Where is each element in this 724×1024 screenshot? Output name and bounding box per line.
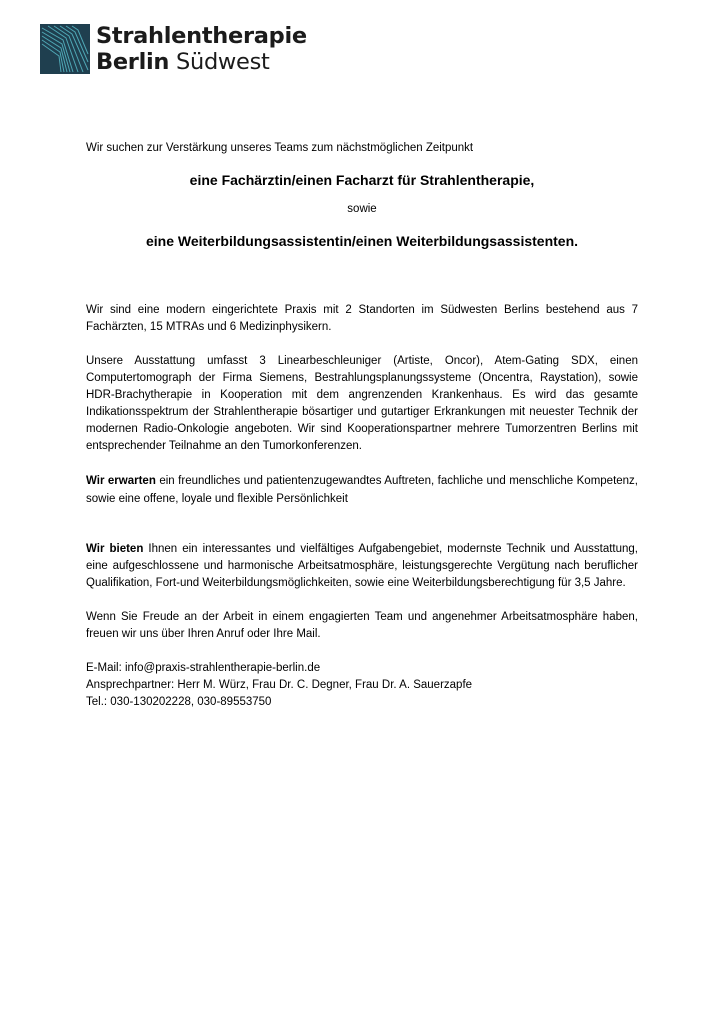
intro-text: Wir suchen zur Verstärkung unseres Teams zum nächstmöglichen Zeitpunkt <box>86 142 474 154</box>
expectations-paragraph <box>86 472 638 508</box>
offer-paragraph <box>86 541 638 592</box>
practice-description: Wir sind eine modern eingerichtete Praxis mit 2 Standorten im Südwesten Berlins bestehend aus 7 Fachärzten, 15 MTRAs und 6 Medizinphysikern. <box>86 304 638 333</box>
logo-subtitle <box>96 48 307 75</box>
conjunction-text: sowie <box>347 203 377 215</box>
contact-phone: Tel.: 030-130202228, 030-89553750 <box>86 696 272 708</box>
contact-block <box>86 660 638 711</box>
offer-text: Ihnen ein interessantes und vielfältiges Aufgabengebiet, modernste Technik und Ausstattung, eine aufgeschlossene und harmonische Arbeitsatmosphäre, leistungsgerechte Vergütung nach beruflicher Qualifikation, Fort-und Weiterbildungsmöglichkeiten, sowie eine Weiterbildungsberechtigung für 3,5 Jahre. <box>86 543 638 589</box>
logo-wordmark <box>96 25 307 73</box>
offer-label: Wir bieten <box>86 543 144 555</box>
position-specialist: eine Fachärztin/einen Facharzt für Strahlentherapie, <box>189 172 535 188</box>
contact-persons: Ansprechpartner: Herr M. Würz, Frau Dr. C. Degner, Frau Dr. A. Sauerzapfe <box>86 679 473 691</box>
logo-title: Strahlentherapie <box>96 23 307 49</box>
expectations-label: Wir erwarten <box>86 475 156 487</box>
logo-subtitle-regular: Südwest <box>169 48 270 75</box>
expectations-text: ein freundliches und patientenzugewandtes Auftreten, fachliche und menschliche Kompetenz, sowie eine offene, loyale und flexible Persönlichkeit <box>86 475 638 505</box>
job-posting-body <box>86 140 638 711</box>
contact-email: E-Mail: info@praxis-strahlentherapie-berlin.de <box>86 662 321 674</box>
closing-paragraph: Wenn Sie Freude an der Arbeit in einem engagierten Team und angenehmer Arbeitsatmosphäre haben, freuen wir uns über Ihren Anruf oder Ihre Mail. <box>86 611 638 640</box>
practice-logo <box>40 24 307 74</box>
logo-subtitle-strong: Berlin <box>96 48 170 75</box>
equipment-description: Unsere Ausstattung umfasst 3 Linearbeschleuniger (Artiste, Oncor), Atem-Gating SDX, einen Computertomograph der Firma Siemens, Bestrahlungsplanungssysteme (Oncentra, Raystation), sowie HDR-Brachytherapie in Kooperation mit dem angrenzenden Krankenhaus. Es wird das gesamte Indikationsspektrum der Strahlentherapie bösartiger und gutartiger Erkrankungen mit neuester Technik der modernen Radio-Onkologie angeboten. Wir sind Kooperationspartner mehrere Tumorzentren Berlins mit entsprechender Teilnahme an den Tumorkonferenzen. <box>86 355 638 452</box>
position-trainee: eine Weiterbildungsassistentin/einen Weiterbildungsassistenten. <box>145 233 579 249</box>
logo-mark-icon <box>40 24 90 74</box>
